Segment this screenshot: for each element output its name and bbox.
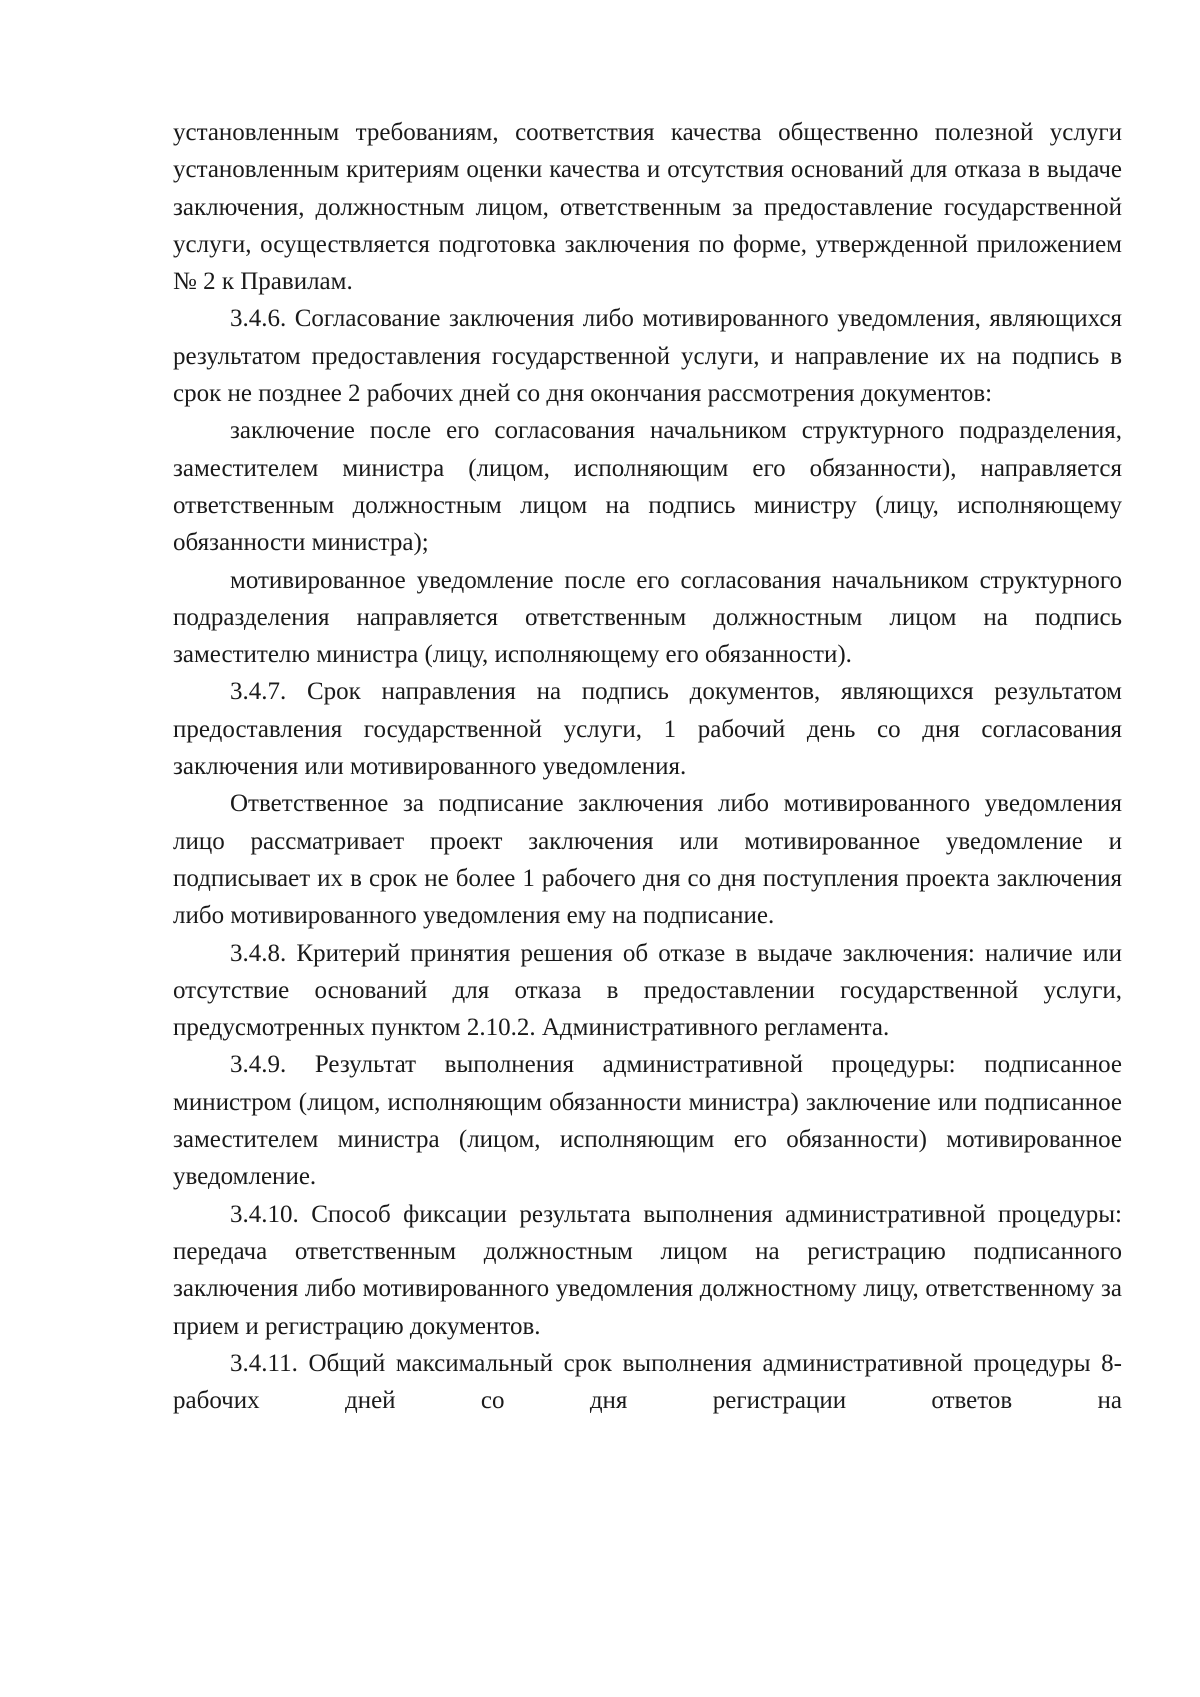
paragraph-3-4-8: 3.4.8. Критерий принятия решения об отказе в выдаче заключения: наличие или отсутствие оснований для отказа в предоставлении государственной услуги, предусмотренных пунктом 2.10.2. Административного регламента. [173,939,1122,1042]
paragraph-continuation: установленным требованиям, соответствия качества общественно полезной услуги установленным критериям оценки качества и отсутствия оснований для отказа в выдаче заключения, должностным лицом, ответственным за предоставление государственной услуги, осуществляется подготовка заключения по форме, утвержденной приложением № 2 к Правилам. [173,119,1122,296]
paragraph-3-4-6: 3.4.6. Согласование заключения либо мотивированного уведомления, являющихся результатом предоставления государственной услуги, и направление их на подпись в срок не позднее 2 рабочих дней со дня окончания рассмотрения документов: [173,305,1122,408]
paragraph-3-4-9: 3.4.9. Результат выполнения административной процедуры: подписанное министром (лицом, исполняющим обязанности министра) заключение или подписанное заместителем министра (лицом, исполняющим его обязанности) мотивированное уведомление. [173,1051,1122,1191]
paragraph-3-4-7: 3.4.7. Срок направления на подпись документов, являющихся результатом предоставления государственной услуги, 1 рабочий день со дня согласования заключения или мотивированного уведомления. [173,678,1122,781]
paragraph-3-4-11: 3.4.11. Общий максимальный срок выполнения административной процедуры 8-рабочих дней со дня регистрации ответов на [173,1349,1122,1415]
paragraph-signing-responsible: Ответственное за подписание заключения либо мотивированного уведомления лицо рассматривает проект заключения или мотивированное уведомление и подписывает их в срок не более 1 рабочего дня со дня поступления проекта заключения либо мотивированного уведомления ему на подписание. [173,790,1122,930]
paragraph-3-4-10: 3.4.10. Способ фиксации результата выполнения административной процедуры: передача ответственным должностным лицом на регистрацию подписанного заключения либо мотивированного уведомления должностному лицу, ответственному за прием и регистрацию документов. [173,1200,1122,1340]
paragraph-notice-approval: мотивированное уведомление после его согласования начальником структурного подразделения направляется ответственным должностным лицом на подпись заместителю министра (лицу, исполняющему его обязанности). [173,566,1122,669]
paragraph-conclusion-approval: заключение после его согласования начальником структурного подразделения, заместителем министра (лицом, исполняющим его обязанности), направляется ответственным должностным лицом на подпись министру (лицу, исполняющему обязанности министра); [173,417,1122,557]
document-page [173,114,1122,1419]
